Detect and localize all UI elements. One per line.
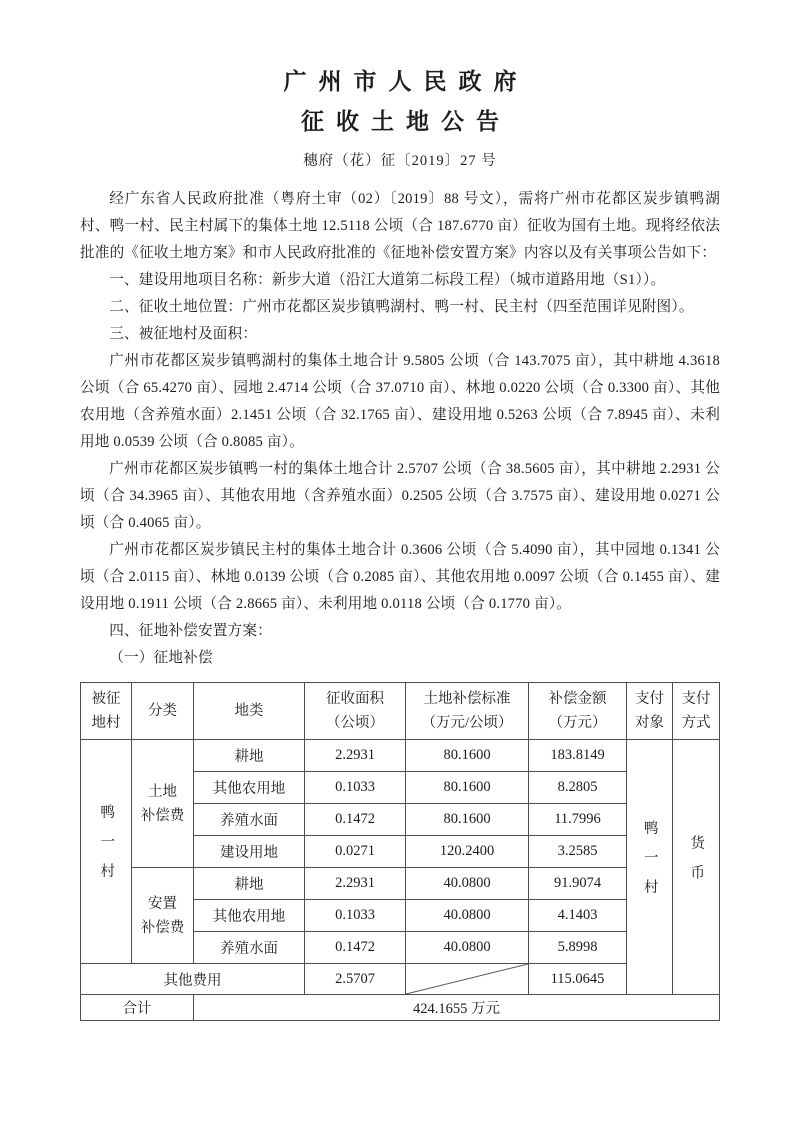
amount-cell: 5.8998 <box>529 932 627 964</box>
total-label: 合计 <box>81 995 194 1021</box>
amount-cell: 3.2585 <box>529 836 627 868</box>
amount-cell: 91.9074 <box>529 868 627 900</box>
amount-cell: 8.2805 <box>529 772 627 804</box>
paragraph-item-1: 一、建设用地项目名称：新步大道（沿江大道第二标段工程）（城市道路用地（S1））。 <box>109 272 666 288</box>
table-header-row <box>81 683 720 740</box>
land-type-cell: 其他农用地 <box>194 772 305 804</box>
area-cell: 0.1472 <box>305 804 406 836</box>
total-value: 424.1655 万元 <box>194 995 720 1021</box>
announcement-title: 征收土地公告 <box>301 109 511 134</box>
table-row <box>81 868 720 900</box>
land-type-cell: 建设用地 <box>194 836 305 868</box>
paragraph-item-4: 四、征地补偿安置方案： <box>109 623 272 639</box>
other-fees-label: 其他费用 <box>81 964 305 995</box>
other-fees-row <box>81 964 720 995</box>
standard-cell: 120.2400 <box>406 836 529 868</box>
area-cell: 2.2931 <box>305 868 406 900</box>
amount-cell: 11.7996 <box>529 804 627 836</box>
header-area: 征收面积 （公顷） <box>305 683 406 740</box>
doc-number: 穗府（花）征〔2019〕27 号 <box>303 153 497 169</box>
page-title: 广州市人民政府 <box>283 69 529 94</box>
land-type-cell: 养殖水面 <box>194 804 305 836</box>
category-resettlement-compensation: 安置 补偿费 <box>132 868 194 964</box>
amount-cell: 183.8149 <box>529 740 627 772</box>
amount-cell: 4.1403 <box>529 900 627 932</box>
diagonal-blank-cell <box>406 964 529 995</box>
area-cell: 0.1472 <box>305 932 406 964</box>
table-row <box>81 740 720 772</box>
standard-cell: 40.0800 <box>406 932 529 964</box>
header-category: 分类 <box>132 683 194 740</box>
total-row <box>81 995 720 1021</box>
category-land-compensation: 土地 补偿费 <box>132 740 194 868</box>
area-cell: 2.2931 <box>305 740 406 772</box>
header-payee: 支付 对象 <box>627 683 673 740</box>
other-fees-amount: 115.0645 <box>529 964 627 995</box>
header-village: 被征 地村 <box>81 683 132 740</box>
paragraph-sub-1: （一）征地补偿 <box>109 650 213 666</box>
header-method: 支付 方式 <box>673 683 720 740</box>
paragraph-item-3: 三、被征地村及面积： <box>109 326 258 342</box>
paragraph-yayi-village: 广州市花都区炭步镇鸭一村的集体土地合计 2.5707 公顷（合 38.5605 亩），其中耕地 2.2931 公顷（合 34.3965 亩）、其他农用地（含养殖水面）0.2505 公顷（合 3.7575 亩）、建设用地 0.0271 公顷（合 0.4065 亩）。 <box>80 461 720 531</box>
compensation-table <box>80 682 720 1021</box>
paragraph-intro: 经广东省人民政府批准（粤府土审（02）〔2019〕88 号文），需将广州市花都区炭步镇鸭湖村、鸭一村、民主村属下的集体土地 12.5118 公顷（合 187.6770 亩）征收为国有土地。现将经依法批准的《征收土地方案》和市人民政府批准的《征地补偿安置方案》内容以及有关事项公告如下： <box>80 191 720 261</box>
standard-cell: 80.1600 <box>406 740 529 772</box>
land-type-cell: 其他农用地 <box>194 900 305 932</box>
method-cell: 货币 <box>673 740 720 995</box>
paragraph-minzhu-village: 广州市花都区炭步镇民主村的集体土地合计 0.3606 公顷（合 5.4090 亩），其中园地 0.1341 公顷（合 2.0115 亩）、林地 0.0139 公顷（合 0.2085 亩）、其他农用地 0.0097 公顷（合 0.1455 亩）、建设用地 0.1911 公顷（合 2.8665 亩）、未利用地 0.0118 公顷（合 0.1770 亩）。 <box>80 542 720 612</box>
area-cell: 0.1033 <box>305 772 406 804</box>
standard-cell: 80.1600 <box>406 772 529 804</box>
payee-cell: 鸭一村 <box>627 740 673 995</box>
standard-cell: 40.0800 <box>406 900 529 932</box>
paragraph-yahu-village: 广州市花都区炭步镇鸭湖村的集体土地合计 9.5805 公顷（合 143.7075 亩），其中耕地 4.3618 公顷（合 65.4270 亩）、园地 2.4714 公顷（合 37.0710 亩）、林地 0.0220 公顷（合 0.3300 亩）、其他农用地（含养殖水面）2.1451 公顷（合 32.1765 亩）、建设用地 0.5263 公顷（合 7.8945 亩）、未利用地 0.0539 公顷（合 0.8085 亩）。 <box>80 353 720 450</box>
standard-cell: 80.1600 <box>406 804 529 836</box>
land-type-cell: 养殖水面 <box>194 932 305 964</box>
header-amount: 补偿金额 （万元） <box>529 683 627 740</box>
area-cell: 0.1033 <box>305 900 406 932</box>
village-cell: 鸭一村 <box>81 740 132 964</box>
other-fees-area: 2.5707 <box>305 964 406 995</box>
header-standard: 土地补偿标准 （万元/公顷） <box>406 683 529 740</box>
land-type-cell: 耕地 <box>194 740 305 772</box>
land-type-cell: 耕地 <box>194 868 305 900</box>
standard-cell: 40.0800 <box>406 868 529 900</box>
paragraph-item-2: 二、征收土地位置：广州市花都区炭步镇鸭湖村、鸭一村、民主村（四至范围详见附图）。 <box>109 299 694 315</box>
area-cell: 0.0271 <box>305 836 406 868</box>
header-land-type: 地类 <box>194 683 305 740</box>
